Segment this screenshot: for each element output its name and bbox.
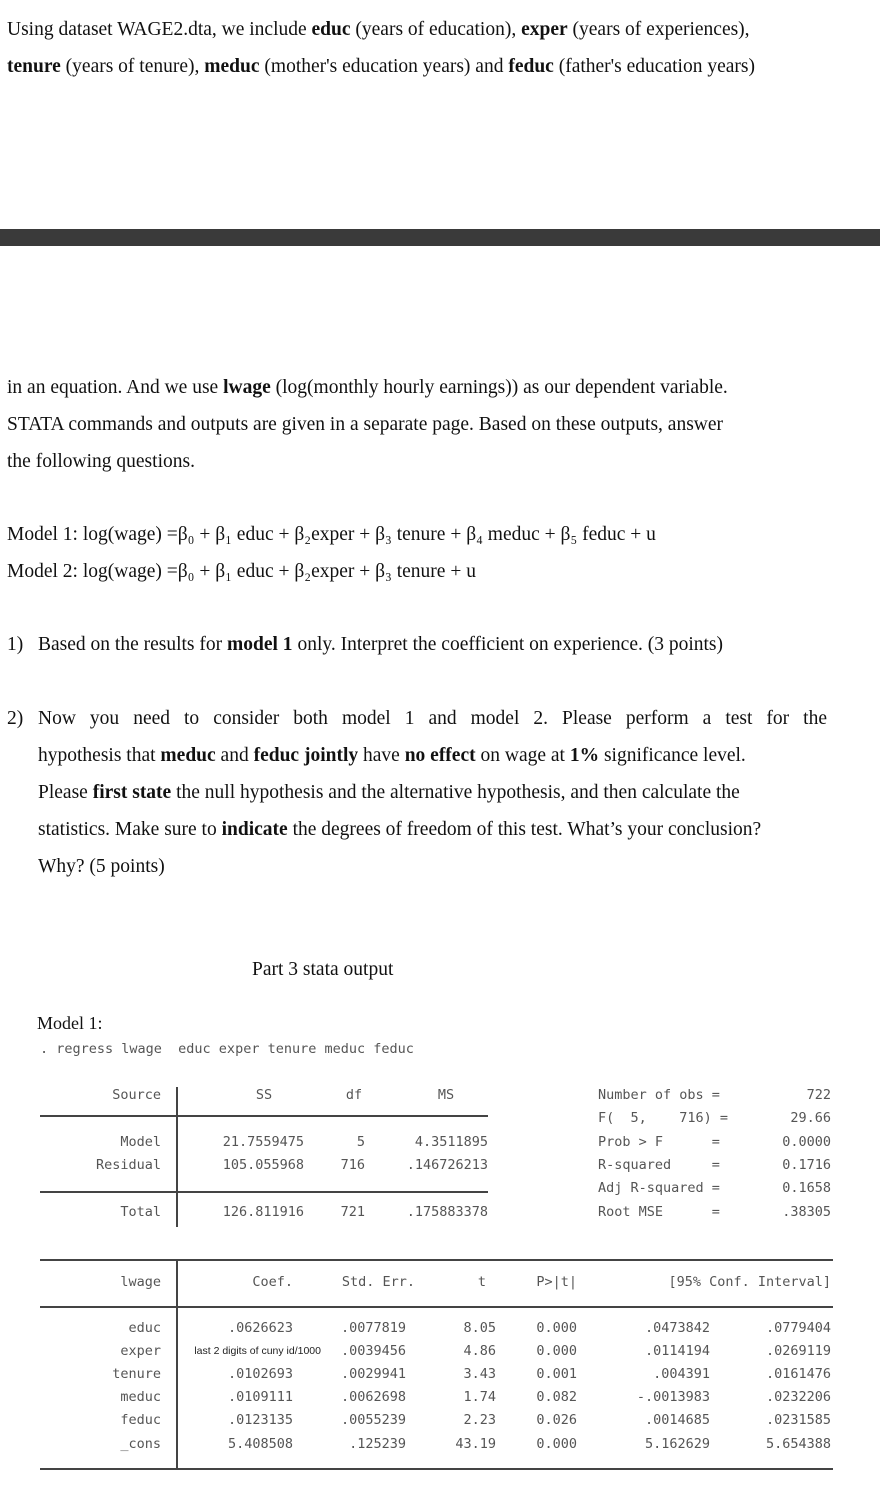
coef-row-se: .0055239 [340,1412,406,1428]
coef-row-p: 0.026 [536,1412,577,1428]
coef-row-var: educ [128,1320,161,1336]
anova-row-df: 5 [356,1134,365,1150]
intro-line-2: tenure (years of tenure), meduc (mother's education years) and feduc (father's education years) [7,56,755,77]
coef-row-se: .0062698 [340,1389,406,1405]
model-equations [7,516,867,590]
stat-value: 0.1716 [782,1157,831,1173]
coef-row-var: tenure [112,1366,161,1382]
var-tenure: tenure [7,56,61,77]
coef-row-p: 0.000 [536,1320,577,1336]
stat-label: Adj R-squared = [598,1180,720,1196]
coef-header-t: t [477,1274,486,1290]
coef-header-var: lwage [120,1274,161,1290]
model-2-equation: Model 2: log(wage) =β₀ + β₁ educ + β₂exper + β₃ tenure + u [7,561,476,582]
question-2-number: 2) [7,708,24,729]
coef-row-ci-high: .0161476 [765,1366,831,1382]
coef-row-ci-high: .0779404 [765,1320,831,1336]
anova-row-ss: 126.811916 [222,1204,304,1220]
anova-row-df: 716 [340,1157,365,1173]
stat-value: 722 [806,1087,831,1103]
coef-row-ci-low: .0114194 [644,1343,710,1359]
intro-line-1: Using dataset WAGE2.dta, we include educ (years of education), exper (years of experiences), [7,19,750,40]
stat-value: 0.1658 [782,1180,831,1196]
coef-row-t: 8.05 [463,1320,496,1336]
coef-row-ci-low: .0473842 [644,1320,710,1336]
var-lwage: lwage [223,377,271,398]
coef-row-ci-high: .0231585 [765,1412,831,1428]
coef-row-p: 0.001 [536,1366,577,1382]
coef-row-ci-high: .0232206 [765,1389,831,1405]
anova-row-source: Total [120,1204,161,1220]
coef-row-coef-note: last 2 digits of cuny id/1000 [194,1345,321,1357]
anova-header-source: Source [112,1087,161,1103]
stat-label: R-squared = [598,1157,720,1173]
coef-row-p: 0.000 [536,1343,577,1359]
model-1-label: Model 1: [37,1013,103,1033]
coef-row-var: feduc [120,1412,161,1428]
coef-row-t: 1.74 [463,1389,496,1405]
coef-rule-top [40,1259,833,1261]
coef-row-t: 4.86 [463,1343,496,1359]
anova-row-source: Residual [95,1157,161,1173]
anova-row-ss: 21.7559475 [222,1134,304,1150]
coef-row-coef: .0123135 [227,1412,293,1428]
stat-label: Number of obs = [598,1087,720,1103]
coef-row-ci-low: .0014685 [644,1412,710,1428]
anova-row-ms: .175883378 [406,1204,488,1220]
coef-row-var: exper [120,1343,161,1359]
coef-row-se: .0029941 [340,1366,406,1382]
stata-output-heading: Part 3 stata output [252,959,394,980]
coef-row-ci-high: .0269119 [765,1343,831,1359]
coef-row-coef: 5.408508 [227,1436,293,1452]
coef-row-se: .0039456 [340,1343,406,1359]
instructions-paragraph: in an equation. And we use lwage (log(monthly hourly earnings)) as our dependent variable. STATA commands and outputs are given in a separate page. Based on these outputs, answer the following questions. [7,377,728,472]
anova-row-ms: .146726213 [406,1157,488,1173]
var-exper: exper [521,19,568,40]
stata-command: . regress lwage educ exper tenure meduc feduc [40,1041,414,1057]
question-1: 1) Based on the results for model 1 only. Interpret the coefficient on experience. (3 points) [7,626,868,663]
var-educ: educ [311,19,351,40]
coef-row-coef: .0102693 [227,1366,293,1382]
coef-row-se: .0077819 [340,1320,406,1336]
stat-value: 29.66 [790,1110,831,1126]
stat-label: Root MSE = [598,1204,720,1220]
coef-row-ci-high: 5.654388 [765,1436,831,1452]
question-2: 2) Now you need to consider both model 1 and model 2. Please perform a test for the hypothesis that meduc and feduc jointly have no effect on wage at 1% significance level. Please first state the null hypothesis and the alternative hypothesis, and then calculate the statistics. Make sure to indicate the degrees of freedom of this test. What’s your conclusion? Why? (5 points) [7,700,827,885]
coef-row-p: 0.082 [536,1389,577,1405]
coef-row-coef: .0109111 [227,1389,293,1405]
question-1-number: 1) [7,634,24,655]
anova-header-ms: MS [437,1087,455,1103]
anova-divider-vertical [176,1087,178,1227]
stat-label: Prob > F = [598,1134,720,1150]
coef-divider-vertical [176,1259,178,1469]
coef-header-coef: Coef. [252,1274,293,1290]
anova-row-df: 721 [340,1204,365,1220]
coef-row-coef: .0626623 [227,1320,293,1336]
coef-header-p: P>|t| [536,1274,577,1290]
coef-row-t: 43.19 [455,1436,496,1452]
coef-rule-bottom [40,1468,833,1470]
coef-row-t: 3.43 [463,1366,496,1382]
coef-row-var: _cons [120,1436,161,1452]
stat-value: 0.0000 [782,1134,831,1150]
anova-row-ms: 4.3511895 [414,1134,488,1150]
anova-rule-total [40,1191,488,1193]
coef-row-ci-low: .004391 [653,1366,710,1382]
coef-header-se: Std. Err. [341,1274,415,1290]
coef-row-p: 0.000 [536,1436,577,1452]
redaction-bar [0,229,880,246]
anova-row-ss: 105.055968 [222,1157,304,1173]
var-feduc: feduc [508,56,554,77]
coef-row-ci-low: 5.162629 [644,1436,710,1452]
anova-header-df: df [345,1087,363,1103]
anova-row-source: Model [120,1134,161,1150]
coef-row-var: meduc [120,1389,161,1405]
coef-row-t: 2.23 [463,1412,496,1428]
intro-paragraph [7,11,867,85]
var-meduc: meduc [204,56,260,77]
coef-rule-header [40,1306,833,1308]
model-1-equation: Model 1: log(wage) =β₀ + β₁ educ + β₂exper + β₃ tenure + β₄ meduc + β₅ feduc + u [7,524,656,545]
coef-row-ci-low: -.0013983 [636,1389,710,1405]
stat-value: .38305 [782,1204,831,1220]
anova-header-ss: SS [255,1087,273,1103]
coef-row-se: .125239 [349,1436,406,1452]
coef-header-ci: [95% Conf. Interval] [668,1274,831,1290]
stat-label: F( 5, 716) = [598,1110,729,1126]
anova-rule-top [40,1115,488,1117]
